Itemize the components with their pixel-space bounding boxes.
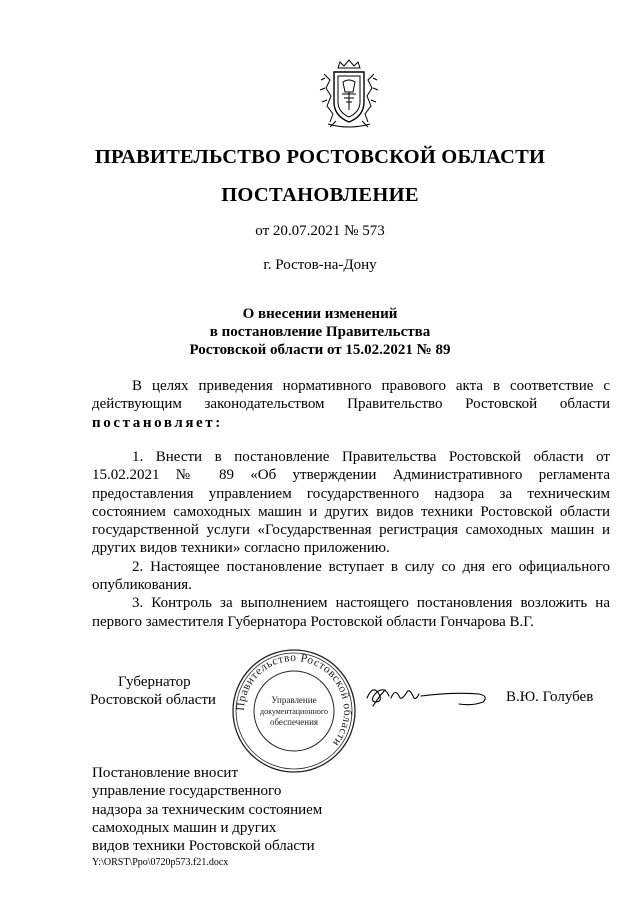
coat-of-arms-icon <box>316 58 382 130</box>
signer-position-line-2: Ростовской области <box>90 692 216 708</box>
introduced-by-line-1: Постановление вносит <box>92 765 239 781</box>
preamble <box>92 377 610 432</box>
official-stamp <box>230 647 358 775</box>
introduced-by-line-4: самоходных машин и других <box>92 819 277 836</box>
date-and-number: от 20.07.2021 № 573 <box>255 223 385 239</box>
file-path: Y:\ORST\Ppo\0720p573.f21.docx <box>92 857 229 868</box>
stamp-inner-line-2: документационного <box>260 707 328 716</box>
resolution-item-2: 2. Настоящее постановление вступает в силу со дня его официального опубликования. <box>92 558 610 594</box>
stamp-inner-line-1: Управление <box>271 695 317 705</box>
document-type: ПОСТАНОВЛЕНИЕ <box>221 184 419 206</box>
preamble-text: В целях приведения нормативного правового акта в соответствие с действующим законодательством Правительство Ростовской области <box>92 378 610 413</box>
introduced-by-line-5: видов техники Ростовской области <box>92 838 315 855</box>
signer-position-line-1: Губернатор <box>118 674 191 690</box>
city: г. Ростов-на-Дону <box>263 257 377 273</box>
government-title: ПРАВИТЕЛЬСТВО РОСТОВСКОЙ ОБЛАСТИ <box>94 146 546 168</box>
introduced-by <box>92 764 322 855</box>
document-subject <box>0 305 640 359</box>
signer-position <box>90 673 216 709</box>
subject-line-1: О внесении изменений <box>242 306 398 322</box>
resolution-item-3: 3. Контроль за выполнением настоящего постановления возложить на первого заместителя Губернатора Ростовской области Гончарова В.Г. <box>92 595 610 630</box>
introduced-by-line-2: управление государственного <box>92 783 282 800</box>
resolution-item-1: 1. Внести в постановление Правительства Ростовской области от 15.02.2021 № 89 «Об утверждении Административного регламента предоставления управлением государственного надзора за техническим состоянием самоходных машин и других видов техники Ростовской области государственной услуги «Государственная регистрация самоходных машин и других видов техники» согласно приложению. <box>92 449 610 557</box>
stamp-inner-line-3: обеспечения <box>269 717 319 727</box>
introduced-by-line-3: надзора за техническим состоянием <box>92 801 323 818</box>
subject-line-2: в постановление Правительства <box>209 324 431 340</box>
subject-line-3: Ростовской области от 15.02.2021 № 89 <box>189 342 451 358</box>
signer-name: В.Ю. Голубев <box>506 689 594 705</box>
resolves-word: постановляет: <box>92 414 223 431</box>
handwritten-signature-icon <box>363 680 491 712</box>
stamp-outer-text: Правительство Ростовской области <box>234 651 354 749</box>
resolution-items <box>92 448 610 631</box>
